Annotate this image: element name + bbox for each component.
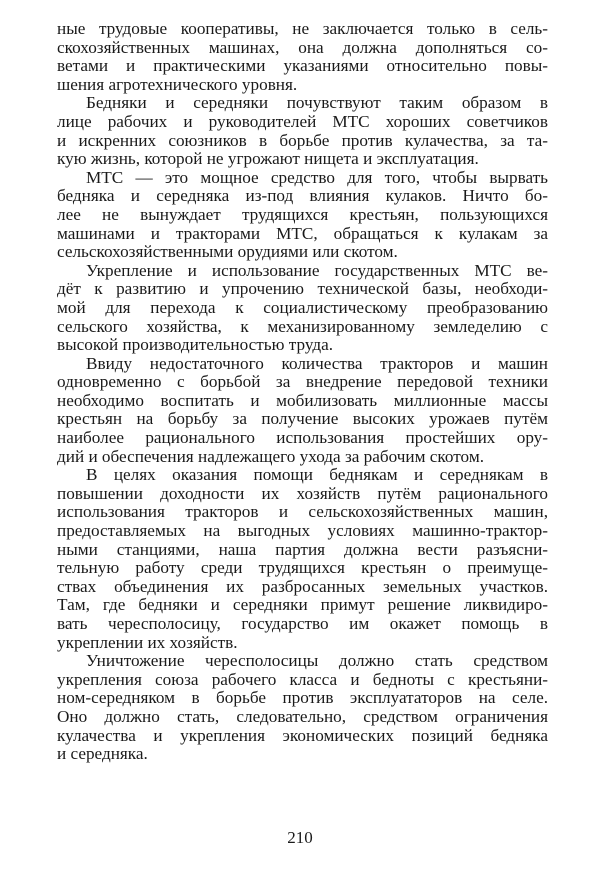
page-body-text [57,20,548,764]
text-line: Укрепление и использование государственных МТС ве- [86,260,548,280]
text-line: Уничтожение чересполосицы должно стать средством [86,651,548,671]
text-line: Оно должно стать, следовательно, средством ограничения [57,706,548,726]
text-line: мой для перехода к социалистическому преобразованию [57,297,548,317]
text-line: Ввиду недостаточного количества тракторов и машин [86,353,548,373]
text-line: и середняка. [57,744,148,764]
text-line: сельскохозяйственными орудиями или скотом. [57,242,398,262]
text-line: укреплении их хозяйств. [57,632,238,652]
text-line: машинами и тракторами МТС, обращаться к кулакам за [57,223,548,243]
text-line: укрепления союза рабочего класса и бедноты с крестьяни- [57,669,548,689]
text-line: лице рабочих и руководителей МТС хороших советчиков [57,111,548,131]
text-line: ные трудовые кооперативы, не заключается только в сель- [57,19,548,38]
text-line: высокой производительностью труда. [57,335,334,355]
text-line: тельную работу среди трудящихся крестьян о преимуще- [57,558,548,578]
text-line: кулачества и укрепления экономических позиций бедняка [57,725,548,745]
text-line: наиболее рационального использования простейших ору- [57,428,548,448]
text-line: дёт к развитию и упрочению технической базы, необходи- [57,279,548,299]
text-line: вать чересполосицу, государство им окажет помощь в [57,614,548,633]
paragraph [57,652,548,764]
text-line: ветами и практическими указаниями относительно повы- [57,56,548,76]
text-line: скохозяйственных машинах, она должна дополняться со- [57,37,548,57]
text-line: В целях оказания помощи беднякам и середнякам в [86,465,548,485]
paragraph [57,262,548,355]
text-line: использования тракторов и сельскохозяйственных машин, [57,502,548,522]
paragraph [57,94,548,168]
text-line: Бедняки и середняки почувствуют таким образом в [86,93,548,113]
text-line: лее не вынуждает трудящихся крестьян, пользующихся [57,204,548,224]
text-line: необходимо воспитать и мобилизовать миллионные массы [57,390,548,410]
text-line: ными станциями, наша партия должна вести разъясни- [57,539,548,559]
text-line: дий и обеспечения надлежащего ухода за рабочим скотом. [57,446,484,466]
text-line: МТС — это мощное средство для того, чтобы вырвать [86,167,548,187]
text-line: повышении доходности их хозяйств путём рационального [57,483,548,503]
paragraph [57,20,548,94]
text-line: сельского хозяйства, к механизированному земледелию с [57,316,548,336]
text-line: крестьян на борьбу за получение высоких урожаев путём [57,409,548,429]
text-line: одновременно с борьбой за внедрение передовой техники [57,372,548,392]
text-line: кую жизнь, которой не угрожают нищета и эксплуатация. [57,149,479,169]
text-line: бедняка и середняка из-под влияния кулаков. Ничто бо- [57,186,548,206]
text-line: предоставляемых на выгодных условиях машинно-трактор- [57,521,548,541]
paragraph [57,355,548,467]
page-number: 210 [287,828,313,847]
paragraph [57,169,548,262]
text-line: шения агротехнического уровня. [57,74,298,94]
text-line: ном-середняком в борьбе против эксплуататоров на селе. [57,688,548,708]
text-line: и искренних союзников в борьбе против кулачества, за та- [57,130,548,150]
text-line: ствах объединения их разбросанных земельных участков. [57,576,548,596]
text-line: Там, где бедняки и середняки примут решение ликвидиро- [57,595,548,615]
paragraph [57,466,548,652]
